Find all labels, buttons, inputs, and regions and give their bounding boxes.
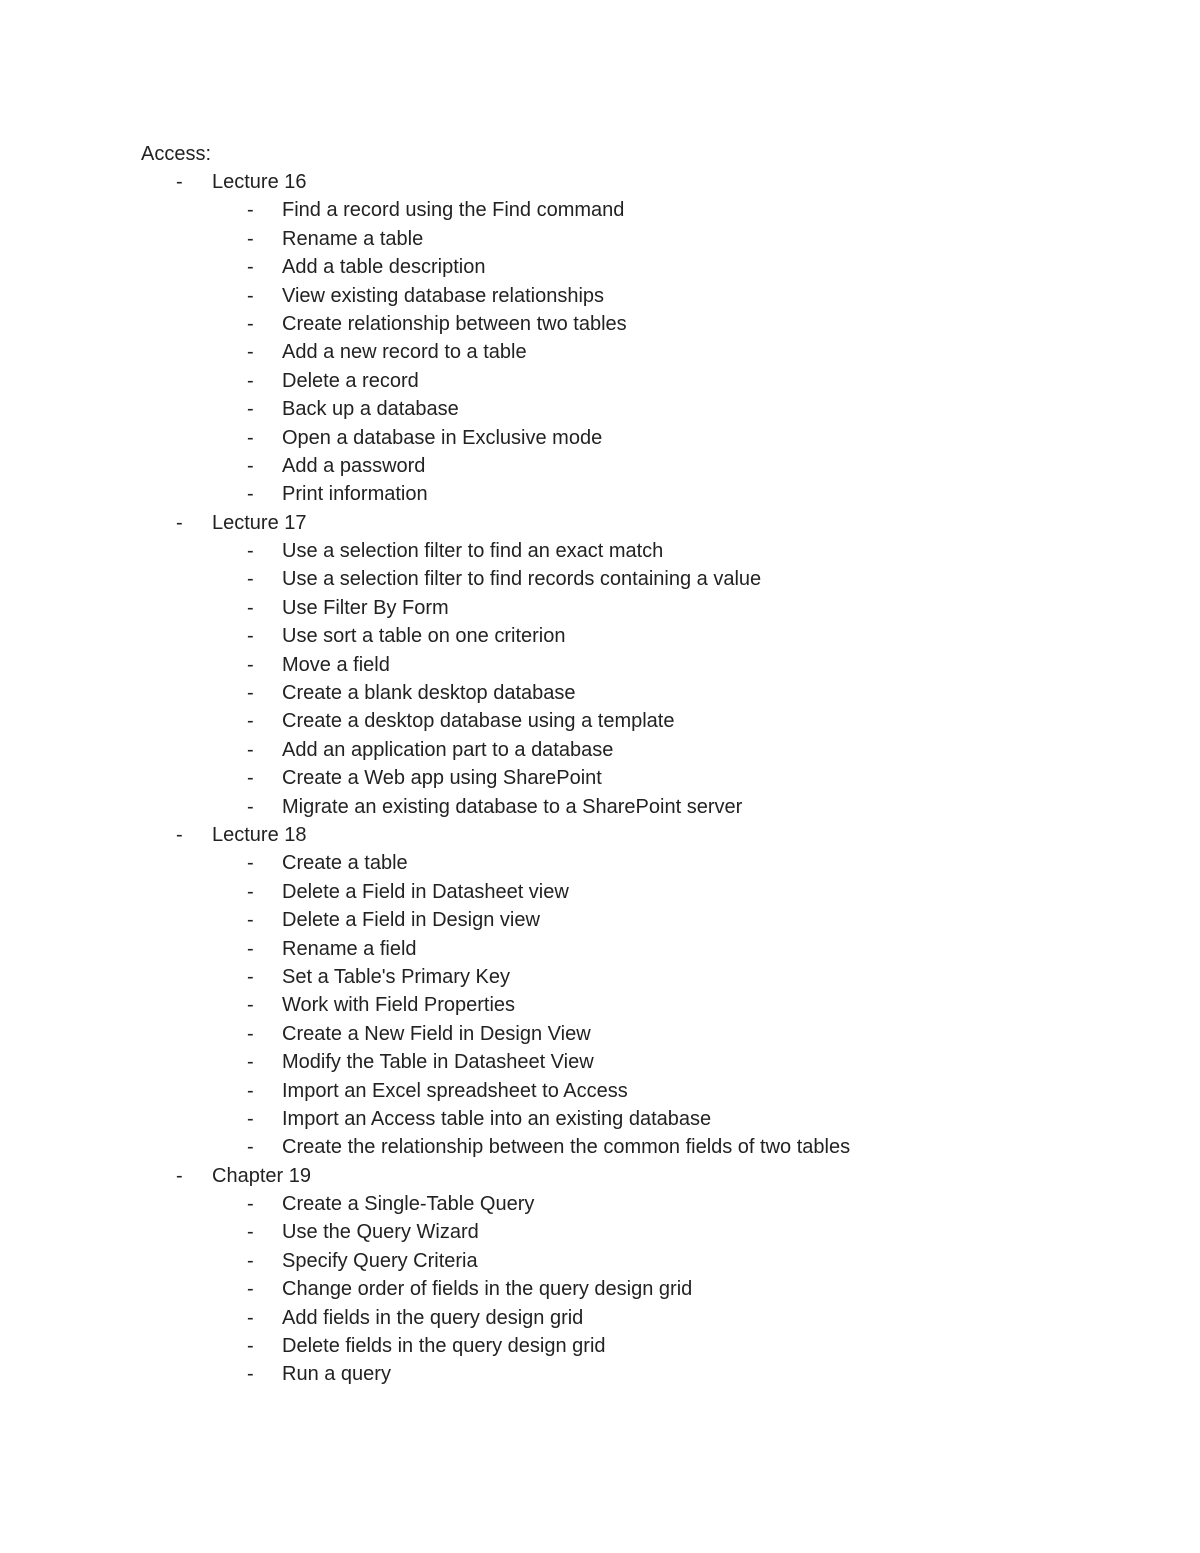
list-item (0, 880, 1200, 908)
list-item-text: Create relationship between two tables (282, 312, 627, 335)
bullet-dash: - (247, 1249, 254, 1272)
section-heading-text: Lecture 18 (212, 823, 307, 846)
list-item-text: Move a field (282, 653, 390, 676)
list-item (0, 681, 1200, 709)
list-item-text: Import an Access table into an existing database (282, 1107, 712, 1130)
list-item-text: Change order of fields in the query design grid (282, 1278, 693, 1301)
bullet-dash: - (247, 256, 254, 279)
list-item (0, 738, 1200, 766)
bullet-dash: - (247, 540, 254, 563)
list-item (0, 624, 1200, 652)
list-item (0, 1192, 1200, 1220)
bullet-dash: - (247, 738, 254, 761)
section-heading (0, 1164, 1200, 1192)
bullet-dash: - (247, 199, 254, 222)
bullet-dash: - (247, 1022, 254, 1045)
bullet-dash: - (247, 937, 254, 960)
list-item-text: Migrate an existing database to a SharePoint server (282, 795, 743, 818)
list-item (0, 851, 1200, 879)
list-item-text: Modify the Table in Datasheet View (282, 1051, 594, 1074)
list-item (0, 369, 1200, 397)
list-item (0, 937, 1200, 965)
section-heading-text: Lecture 16 (212, 171, 307, 193)
list-item-text: Create the relationship between the common fields of two tables (282, 1136, 851, 1159)
bullet-dash: - (247, 1278, 254, 1301)
bullet-dash: - (247, 1107, 254, 1130)
bullet-dash: - (247, 909, 254, 932)
document-title: Access: (141, 143, 212, 165)
list-item-text: Delete fields in the query design grid (282, 1335, 606, 1358)
bullet-dash: - (247, 994, 254, 1017)
bullet-dash: - (247, 312, 254, 335)
section-heading (0, 170, 1200, 198)
bullet-dash: - (247, 341, 254, 364)
list-item-text: Add a password (282, 454, 426, 477)
bullet-dash: - (247, 596, 254, 619)
list-item (0, 1306, 1200, 1334)
list-item-text: Print information (282, 483, 428, 506)
bullet-dash: - (176, 171, 183, 193)
bullet-dash: - (247, 426, 254, 449)
list-item-text: Create a Web app using SharePoint (282, 767, 602, 790)
bullet-dash: - (247, 1221, 254, 1244)
list-item-text: Use a selection filter to find an exact match (282, 540, 664, 563)
list-item (0, 397, 1200, 425)
bullet-dash: - (247, 1335, 254, 1358)
bullet-dash: - (247, 284, 254, 307)
list-item (0, 1135, 1200, 1163)
list-item-text: Work with Field Properties (282, 994, 516, 1017)
list-item (0, 1079, 1200, 1107)
bullet-dash: - (247, 568, 254, 591)
bullet-dash: - (247, 1306, 254, 1329)
bullet-dash: - (247, 1079, 254, 1102)
list-item (0, 1022, 1200, 1050)
list-item (0, 1277, 1200, 1305)
bullet-dash: - (176, 823, 183, 846)
list-item (0, 908, 1200, 936)
list-item-text: Add a new record to a table (282, 341, 527, 364)
list-item (0, 255, 1200, 283)
list-item (0, 596, 1200, 624)
list-item (0, 993, 1200, 1021)
list-item-text: Add an application part to a database (282, 738, 614, 761)
bullet-dash: - (247, 965, 254, 988)
list-item (0, 1107, 1200, 1135)
list-item-text: Rename a field (282, 937, 417, 960)
section-heading-text: Chapter 19 (212, 1164, 311, 1187)
list-item (0, 284, 1200, 312)
list-item-text: Rename a table (282, 227, 424, 250)
list-item-text: Find a record using the Find command (282, 199, 625, 222)
list-item (0, 965, 1200, 993)
list-item-text: Use sort a table on one criterion (282, 625, 566, 648)
list-item (0, 1334, 1200, 1362)
bullet-dash: - (247, 369, 254, 392)
bullet-dash: - (247, 454, 254, 477)
list-item (0, 567, 1200, 595)
bullet-dash: - (247, 653, 254, 676)
list-item (0, 482, 1200, 510)
list-item-text: Open a database in Exclusive mode (282, 426, 603, 449)
list-item-text: Create a table (282, 852, 408, 875)
list-item (0, 454, 1200, 482)
list-item-text: Delete a Field in Datasheet view (282, 880, 569, 903)
list-item-text: Add fields in the query design grid (282, 1306, 584, 1329)
list-item-text: Run a query (282, 1363, 391, 1386)
outline-list (0, 170, 1200, 1391)
bullet-dash: - (247, 1051, 254, 1074)
list-item (0, 1249, 1200, 1277)
list-item-text: Delete a Field in Design view (282, 909, 540, 932)
list-item (0, 1362, 1200, 1390)
list-item (0, 539, 1200, 567)
bullet-dash: - (176, 1164, 183, 1187)
list-item (0, 766, 1200, 794)
list-item (0, 653, 1200, 681)
list-item-text: Use Filter By Form (282, 596, 449, 619)
list-item-text: Use a selection filter to find records containing a value (282, 568, 762, 591)
list-item (0, 1050, 1200, 1078)
list-item-text: Create a blank desktop database (282, 682, 576, 705)
bullet-dash: - (247, 795, 254, 818)
list-item (0, 227, 1200, 255)
list-item (0, 1220, 1200, 1248)
list-item-text: Create a Single-Table Query (282, 1193, 535, 1216)
bullet-dash: - (247, 227, 254, 250)
section-heading (0, 511, 1200, 539)
bullet-dash: - (247, 880, 254, 903)
bullet-dash: - (247, 767, 254, 790)
bullet-dash: - (247, 483, 254, 506)
list-item-text: View existing database relationships (282, 284, 605, 307)
bullet-dash: - (176, 511, 183, 534)
list-item (0, 795, 1200, 823)
list-item (0, 340, 1200, 368)
list-item-text: Create a desktop database using a template (282, 710, 675, 733)
bullet-dash: - (247, 625, 254, 648)
bullet-dash: - (247, 1363, 254, 1386)
list-item (0, 198, 1200, 226)
list-item-text: Back up a database (282, 398, 459, 421)
list-item-text: Import an Excel spreadsheet to Access (282, 1079, 628, 1102)
bullet-dash: - (247, 1136, 254, 1159)
bullet-dash: - (247, 852, 254, 875)
list-item-text: Create a New Field in Design View (282, 1022, 591, 1045)
section-heading-text: Lecture 17 (212, 511, 307, 534)
section-heading (0, 823, 1200, 851)
list-item (0, 312, 1200, 340)
list-item-text: Add a table description (282, 256, 486, 279)
list-item-text: Delete a record (282, 369, 419, 392)
list-item-text: Use the Query Wizard (282, 1221, 479, 1244)
bullet-dash: - (247, 710, 254, 733)
list-item-text: Specify Query Criteria (282, 1249, 478, 1272)
list-item (0, 709, 1200, 737)
list-item-text: Set a Table's Primary Key (282, 965, 510, 988)
bullet-dash: - (247, 1193, 254, 1216)
bullet-dash: - (247, 398, 254, 421)
bullet-dash: - (247, 682, 254, 705)
list-item (0, 426, 1200, 454)
